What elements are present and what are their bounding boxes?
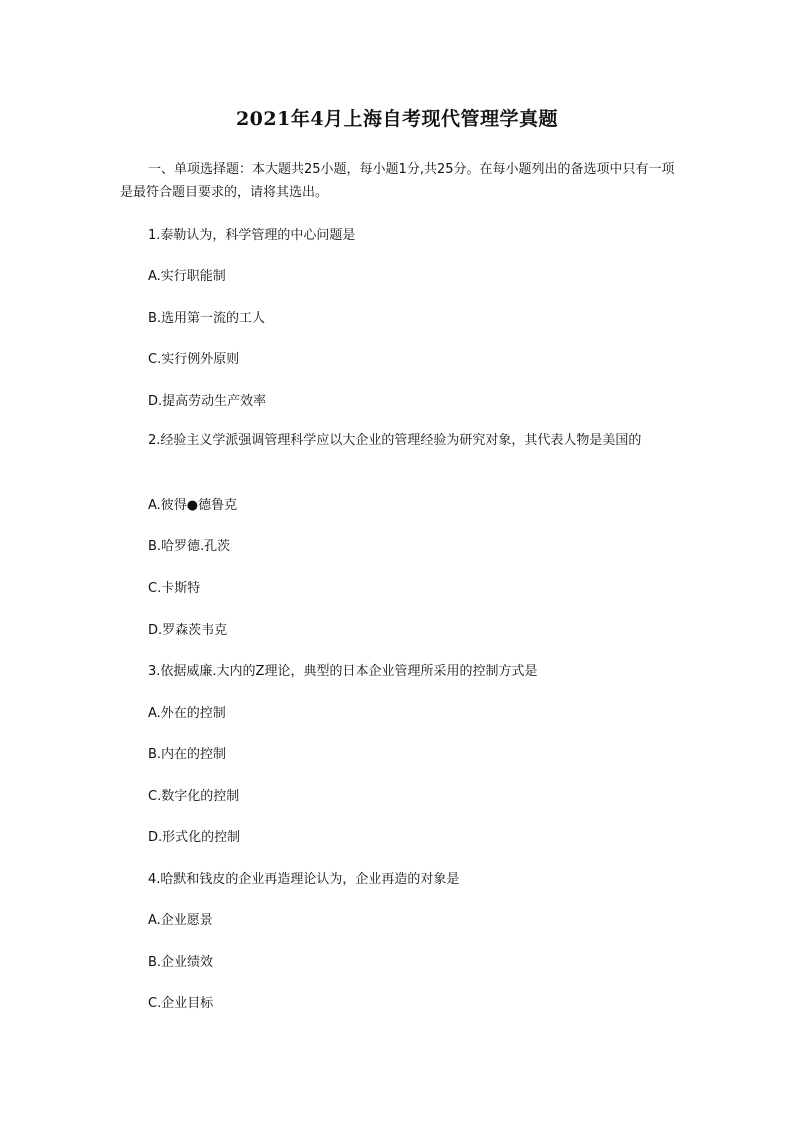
option-4b: B.企业绩效: [148, 955, 214, 970]
option-2b: B.哈罗德.孔茨: [148, 539, 231, 554]
option-2c: C.卡斯特: [148, 581, 201, 596]
option-3c: C.数字化的控制: [148, 789, 240, 804]
option-1c: C.实行例外原则: [148, 352, 240, 367]
option-4c: C.企业目标: [148, 996, 214, 1011]
option-1a: A.实行职能制: [148, 269, 226, 284]
page-title: 2021年4月上海自考现代管理学真题: [235, 108, 559, 130]
option-3b: B.内在的控制: [148, 747, 227, 762]
option-4a: A.企业愿景: [148, 913, 213, 928]
question-stem-4: 4.哈默和钱皮的企业再造理论认为，企业再造的对象是: [148, 872, 460, 887]
question-stem-2: 2.经验主义学派强调管理科学应以大企业的管理经验为研究对象，其代表人物是美国的: [148, 433, 642, 448]
option-1b: B.选用第一流的工人: [148, 311, 266, 326]
option-1d: D.提高劳动生产效率: [148, 394, 267, 409]
section-intro: 一、单项选择题：本大题共25小题，每小题1分,共25分。在每小题列出的备选项中只有一项是最符合题目要求的，请将其选出。: [120, 162, 675, 200]
option-3d: D.形式化的控制: [148, 830, 241, 845]
option-3a: A.外在的控制: [148, 706, 226, 721]
option-2a: A.彼得●德鲁克: [148, 498, 238, 513]
question-stem-3: 3.依据威廉.大内的Z理论，典型的日本企业管理所采用的控制方式是: [148, 664, 538, 679]
question-stem-1: 1.泰勒认为，科学管理的中心问题是: [148, 228, 356, 243]
option-2d: D.罗森茨韦克: [148, 623, 228, 638]
